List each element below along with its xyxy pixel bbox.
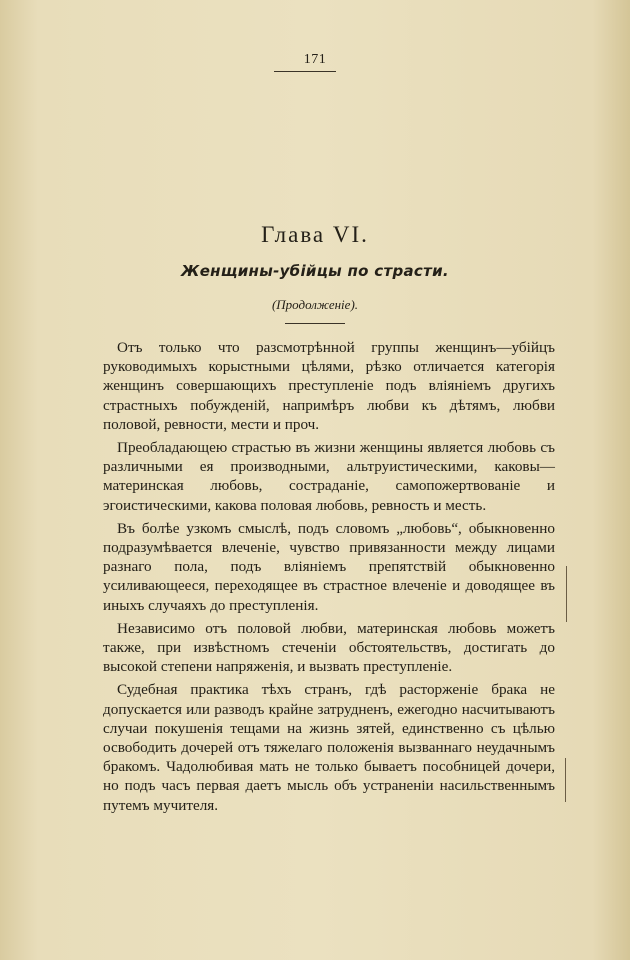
section-divider bbox=[285, 323, 345, 324]
chapter-subtitle: Женщины-убійцы по страсти. bbox=[181, 262, 449, 280]
paragraph: Преобладающею страстью въ жизни женщины является любовь съ различными ея производными, альтруистическими, каковы—материнская любовь, состраданіе, самопожертвованіе и эгоистическими, какова половая любовь, ревность и месть. bbox=[103, 439, 555, 514]
margin-pencil-mark bbox=[566, 566, 567, 622]
paragraph: Независимо отъ половой любви, материнская любовь можетъ также, при извѣстномъ стеченіи обстоятельствъ, достигать до высокой степени напряженія, и вызвать преступленіе. bbox=[103, 619, 555, 676]
page-number-rule bbox=[274, 71, 336, 72]
paragraph: Въ болѣе узкомъ смыслѣ, подъ словомъ „любовь“, обыкновенно подразумѣвается влеченіе, чувство привязанности между лицами разнаго пола, подъ вліяніемъ препятствій обыкновенно усиливающееся, переходящее въ страстное влеченіе и доводящее въ иныхъ случаяхъ до преступленія. bbox=[103, 519, 555, 614]
continued-note: (Продолженіе). bbox=[271, 297, 359, 312]
margin-pencil-mark bbox=[565, 758, 566, 802]
page-number: 171 bbox=[303, 52, 327, 67]
paragraph: Отъ только что разсмотрѣнной группы женщинъ—убійцъ руководимыхъ корыстными цѣлями, рѣзко отличается категорія женщинъ совершающихъ преступленіе подъ вліяніемъ другихъ страстныхъ побужденій, напримѣръ любви къ дѣтямъ, любви половой, ревности, мести и проч. bbox=[103, 339, 555, 433]
chapter-title: Глава VI. bbox=[261, 222, 369, 247]
body-text bbox=[103, 338, 555, 819]
paragraph: Судебная практика тѣхъ странъ, гдѣ расторженіе брака не допускается или разводъ крайне затрудненъ, ежегодно насчитываютъ случаи покушенія тещами на жизнь зятей, единственно съ цѣлью освободить дочерей отъ тяжелаго положенія вызваннаго неудачнымъ бракомъ. Чадолюбивая мать не только бываетъ пособницей дочери, но подъ часъ первая даетъ мысль объ устраненіи насильственнымъ путемъ мучителя. bbox=[103, 681, 555, 814]
